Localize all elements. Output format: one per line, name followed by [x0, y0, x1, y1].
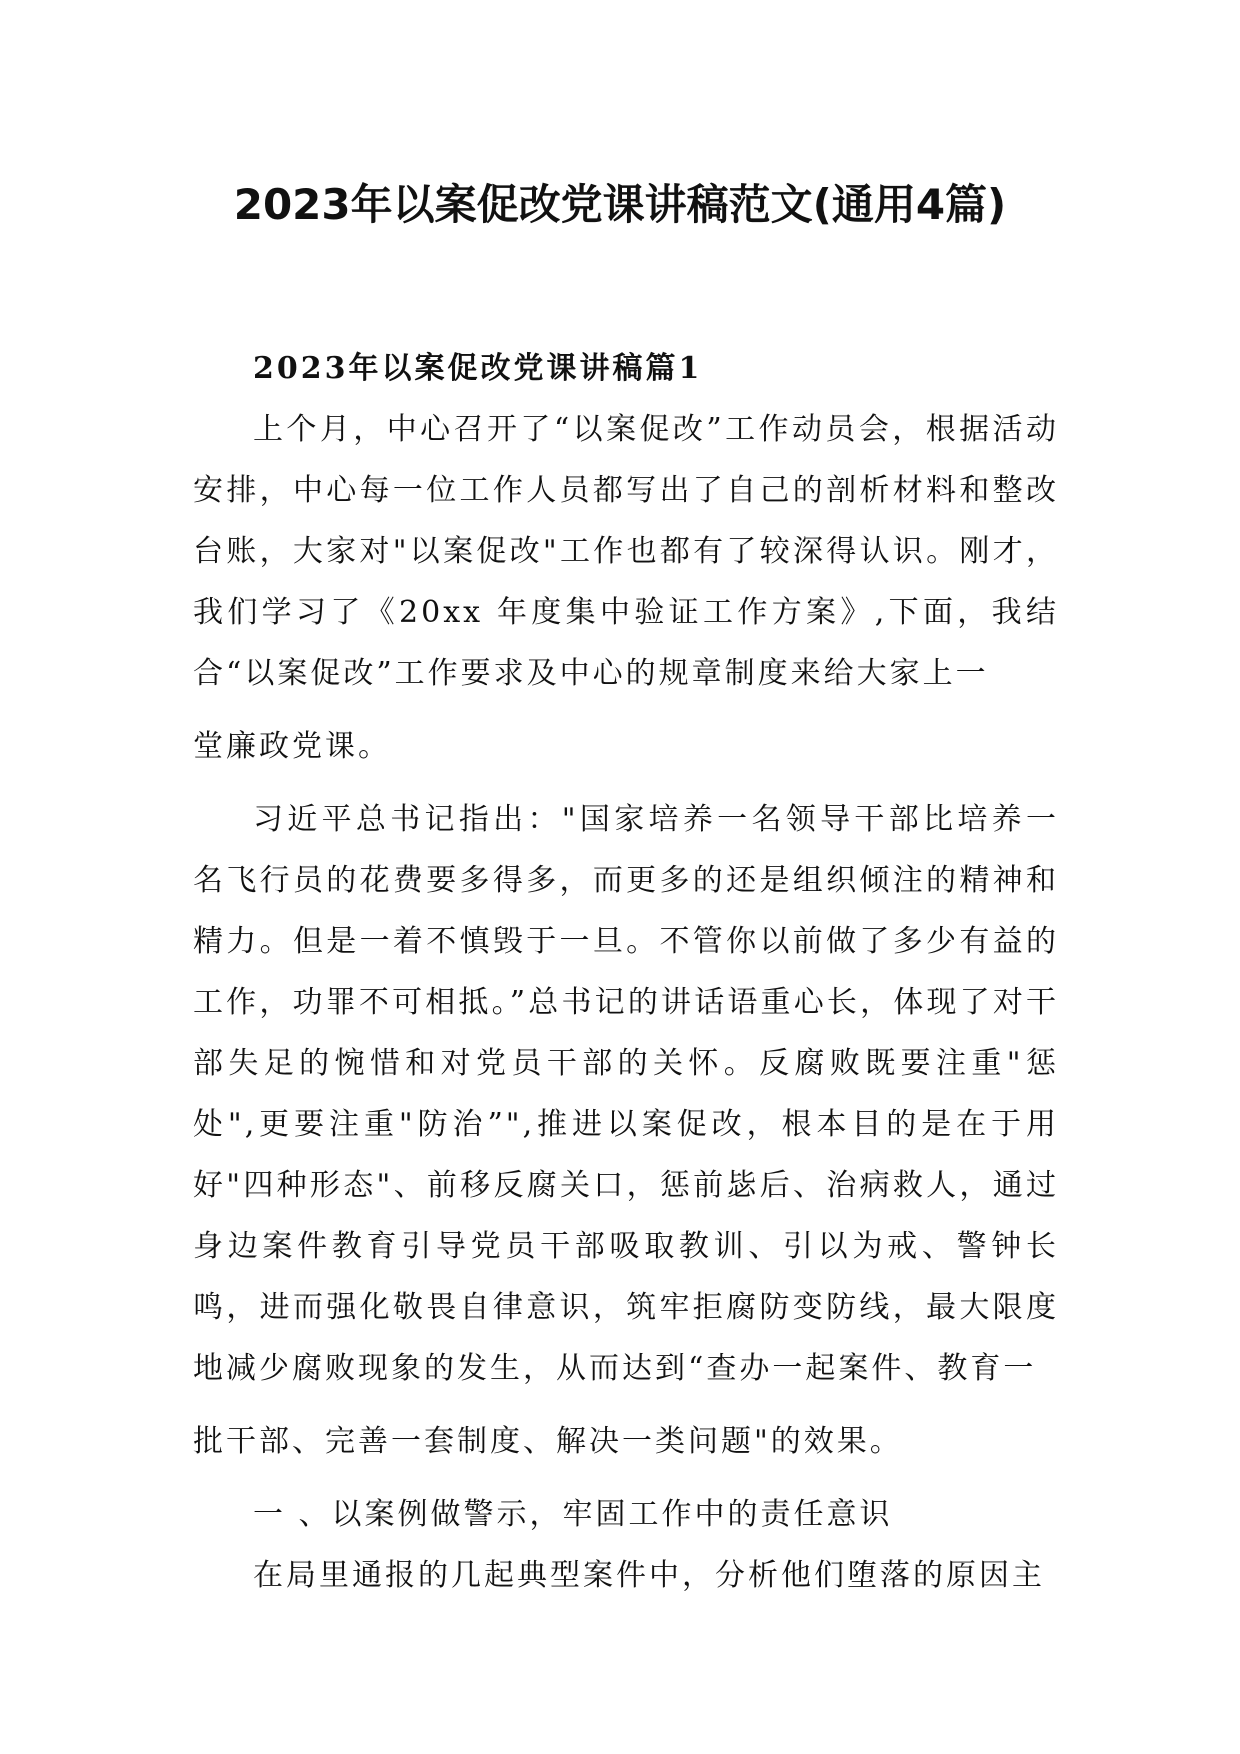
paragraph-1-text: 上个月，中心召开了“以案促改”工作动员会，根据活动安排，中心每一位工作人员都写出了自己的剖析材料和整改台账，大家对"以案促改"工作也都有了较深得认识。刚才，我们学习了《20xx 年度集中验证工作方案》,下面，我结合“以案促改”工作要求及中心的规章制度来给大家上一: [193, 412, 1059, 691]
paragraph-1-end: 堂廉政党课。: [193, 729, 391, 764]
paragraph-1: [193, 399, 1059, 704]
document-body: [193, 338, 1059, 1606]
paragraph-3: 在局里通报的几起典型案件中，分析他们堕落的原因主: [253, 1558, 1045, 1593]
paragraph-2-text: 习近平总书记指出："国家培养一名领导干部比培养一名飞行员的花费要多得多，而更多的还是组织倾注的精神和精力。但是一着不慎毁于一旦。不管你以前做了多少有益的工作，功罪不可相抵。”总书记的讲话语重心长，体现了对干部失足的惋惜和对党员干部的关怀。反腐败既要注重"惩处",更要注重"防治”",推进以案促改，根本目的是在于用好"四种形态"、前移反腐关口，惩前毖后、治病救人，通过身边案件教育引导党员干部吸取教训、引以为戒、警钟长鸣，进而强化敬畏自律意识，筑牢拒腐防变防线，最大限度地减少腐败现象的发生，从而达到“查办一起案件、教育一: [193, 802, 1059, 1386]
paragraph-2-end: 批干部、完善一套制度、解决一类问题"的效果。: [193, 1424, 903, 1459]
subheading-1: 一 、以案例做警示，牢固工作中的责任意识: [253, 1497, 893, 1532]
document-title: 2023年以案促改党课讲稿范文(通用4篇): [233, 180, 1007, 229]
paragraph-1-continuation: [193, 716, 1059, 777]
paragraph-2-continuation: [193, 1411, 1059, 1472]
section-heading: 2023年以案促改党课讲稿篇1: [253, 351, 703, 386]
paragraph-2: [193, 789, 1059, 1399]
